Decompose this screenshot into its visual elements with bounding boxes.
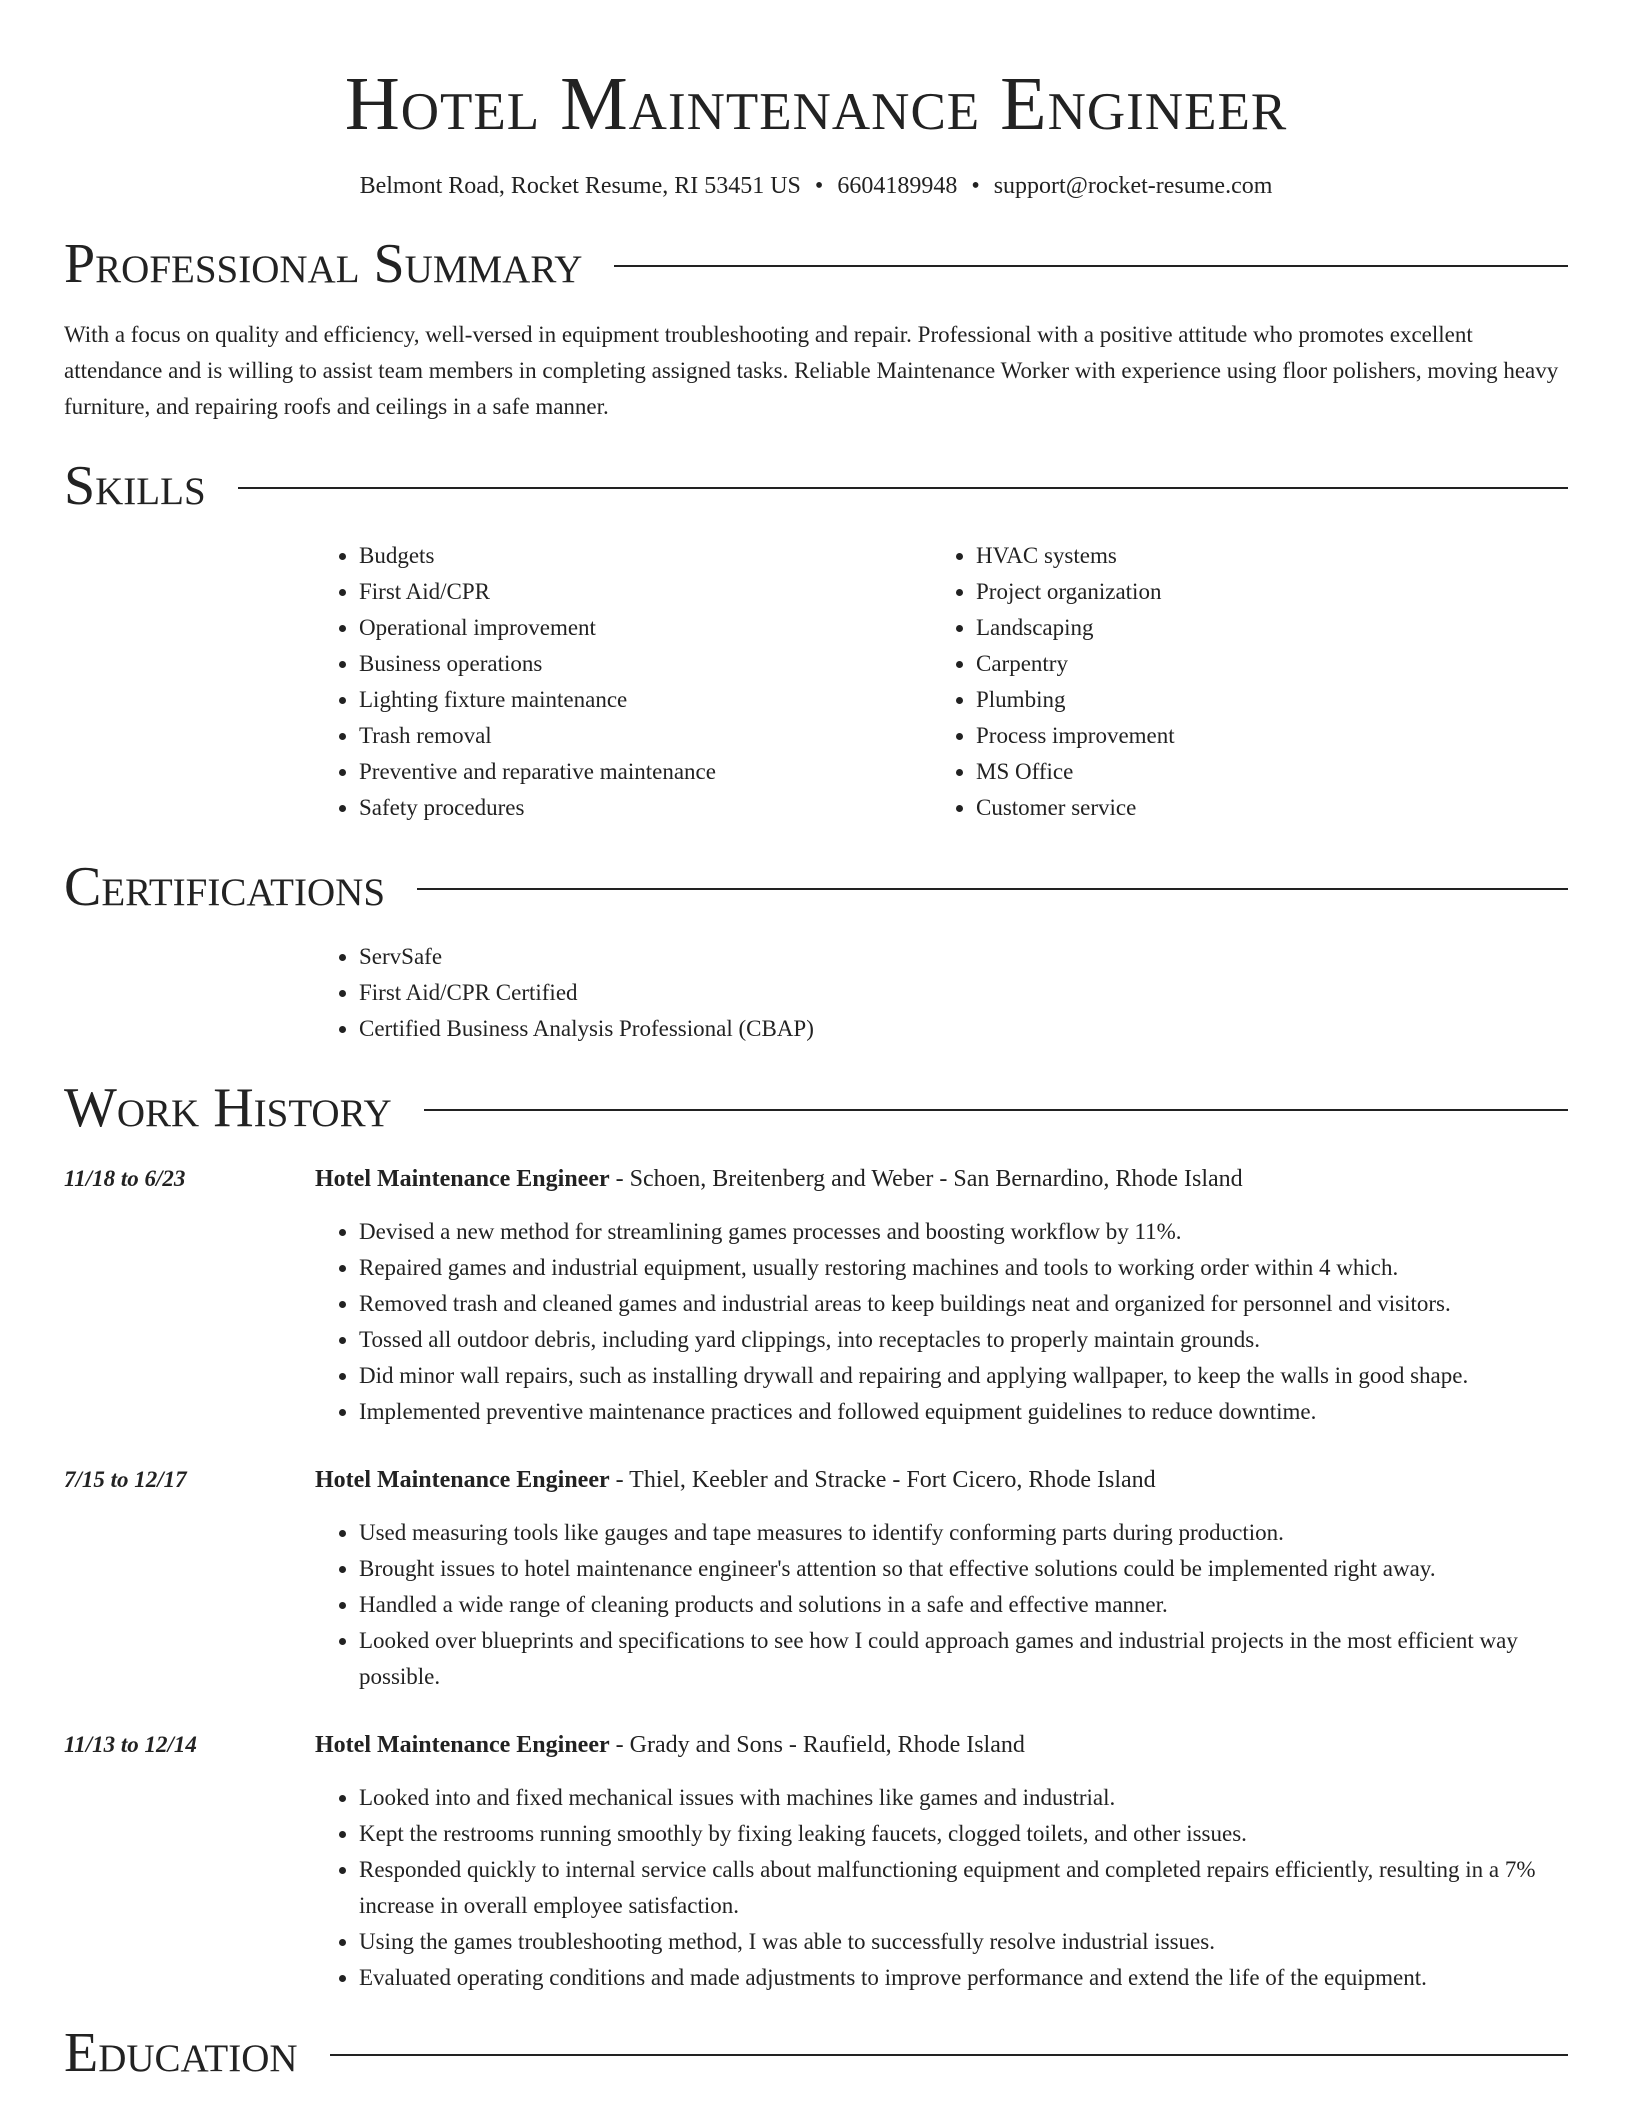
job-bullets [315, 1214, 1568, 1430]
contact-email[interactable]: support@rocket-resume.com [993, 173, 1273, 199]
job-bullet: • Looked into and fixed mechanical issues with machines like games and industrial. [359, 1780, 1568, 1816]
skill-item: • Carpentry [976, 646, 1549, 682]
certification-item: • ServSafe [359, 939, 1568, 975]
summary-section-header [64, 231, 1568, 297]
job-details: - Grady and Sons - Raufield, Rhode Island [609, 1732, 1025, 1758]
job-bullet: • Brought issues to hotel maintenance engineer's attention so that effective solutions could be implemented right away. [359, 1551, 1568, 1587]
contact-phone: 6604189948 [837, 173, 958, 199]
skill-item: • Lighting fixture maintenance [359, 682, 932, 718]
contact-address: Belmont Road, Rocket Resume, RI 53451 US [359, 173, 801, 199]
job-bullet: • Did minor wall repairs, such as installing drywall and repairing and applying wallpaper, to keep the walls in good shape. [359, 1358, 1568, 1394]
skill-item: • Landscaping [976, 610, 1549, 646]
work-section-header [64, 1075, 1568, 1141]
skill-item: • Preventive and reparative maintenance [359, 754, 932, 790]
job-headline [315, 1462, 1568, 1498]
job-bullet: • Using the games troubleshooting method, I was able to successfully resolve industrial issues. [359, 1924, 1568, 1960]
skill-item: • Business operations [359, 646, 932, 682]
job-dates: 11/13 to 12/14 [64, 1732, 197, 1757]
section-rule [330, 2054, 1568, 2056]
job-bullets [315, 1780, 1568, 1996]
job-dates: 11/18 to 6/23 [64, 1166, 186, 1191]
resume-page [64, 0, 1568, 2086]
job-bullet: • Looked over blueprints and specifications to see how I could approach games and industrial projects in the most efficient way possible. [359, 1623, 1568, 1695]
contact-separator: • [814, 173, 824, 199]
skills-section-header [64, 453, 1568, 519]
skill-item: • Project organization [976, 574, 1549, 610]
contact-line [64, 171, 1568, 201]
skill-item: • Plumbing [976, 682, 1549, 718]
skills-list-right [932, 538, 1549, 826]
section-rule [238, 487, 1568, 489]
resume-name: Hotel Maintenance Engineer [344, 62, 1288, 146]
summary-text: With a focus on quality and efficiency, well-versed in equipment troubleshooting and repair. Professional with a positive attitude who promotes excellent attendance and is willing to assist team members in completing assigned tasks. Reliable Maintenance Worker with experience using floor polishers, moving heavy furniture, and repairing roofs and ceilings in a safe manner. [64, 322, 1559, 419]
section-rule [424, 1109, 1568, 1111]
job-bullet: • Devised a new method for streamlining games processes and boosting workflow by 11%. [359, 1214, 1568, 1250]
education-title: Education [64, 2022, 298, 2084]
certifications-section-header [64, 854, 1568, 920]
job-headline [315, 1161, 1568, 1197]
job-bullet: • Tossed all outdoor debris, including yard clippings, into receptacles to properly maintain grounds. [359, 1322, 1568, 1358]
skill-item: • Budgets [359, 538, 932, 574]
section-rule [614, 265, 1568, 267]
job-bullet: • Used measuring tools like gauges and tape measures to identify conforming parts during production. [359, 1515, 1568, 1551]
job-details: - Schoen, Breitenberg and Weber - San Bernardino, Rhode Island [609, 1166, 1243, 1192]
job-body [315, 1727, 1568, 1996]
certifications-list [315, 939, 1568, 1047]
job-entry [64, 1161, 1568, 1430]
summary-title: Professional Summary [64, 233, 583, 295]
section-rule [417, 888, 1568, 890]
job-bullets [315, 1515, 1568, 1695]
skill-item: • Trash removal [359, 718, 932, 754]
job-bullet: • Implemented preventive maintenance practices and followed equipment guidelines to reduce downtime. [359, 1394, 1568, 1430]
job-body [315, 1462, 1568, 1695]
job-body [315, 1161, 1568, 1430]
education-section-header [64, 2020, 1568, 2086]
job-bullet: • Removed trash and cleaned games and industrial areas to keep buildings neat and organized for personnel and visitors. [359, 1286, 1568, 1322]
job-entry [64, 1462, 1568, 1695]
job-bullet: • Repaired games and industrial equipment, usually restoring machines and tools to working order within 4 which. [359, 1250, 1568, 1286]
job-bullet: • Kept the restrooms running smoothly by fixing leaking faucets, clogged toilets, and other issues. [359, 1816, 1568, 1852]
certification-item: • Certified Business Analysis Professional (CBAP) [359, 1011, 1568, 1047]
certification-item: • First Aid/CPR Certified [359, 975, 1568, 1011]
job-dates: 7/15 to 12/17 [64, 1467, 187, 1492]
job-entry [64, 1727, 1568, 1996]
job-bullet: • Evaluated operating conditions and made adjustments to improve performance and extend the life of the equipment. [359, 1960, 1568, 1996]
work-title: Work History [64, 1077, 392, 1139]
job-bullet: • Responded quickly to internal service calls about malfunctioning equipment and completed repairs efficiently, resulting in a 7% increase in overall employee satisfaction. [359, 1852, 1568, 1924]
skills-title: Skills [64, 455, 206, 517]
skill-item: • Operational improvement [359, 610, 932, 646]
contact-separator: • [971, 173, 980, 199]
job-headline [315, 1727, 1568, 1763]
job-bullet: • Handled a wide range of cleaning products and solutions in a safe and effective manner. [359, 1587, 1568, 1623]
certifications-title: Certifications [64, 856, 386, 918]
skill-item: • MS Office [976, 754, 1549, 790]
job-role: Hotel Maintenance Engineer [315, 1467, 610, 1493]
job-details: - Thiel, Keebler and Stracke - Fort Cicero, Rhode Island [609, 1467, 1156, 1493]
skill-item: • Process improvement [976, 718, 1549, 754]
skill-item: • First Aid/CPR [359, 574, 932, 610]
skills-grid [315, 538, 1568, 826]
skill-item: • Safety procedures [359, 790, 932, 826]
skill-item: • Customer service [976, 790, 1549, 826]
skill-item: • HVAC systems [976, 538, 1549, 574]
skills-list-left [315, 538, 932, 826]
job-role: Hotel Maintenance Engineer [315, 1732, 610, 1758]
job-role: Hotel Maintenance Engineer [315, 1166, 610, 1192]
